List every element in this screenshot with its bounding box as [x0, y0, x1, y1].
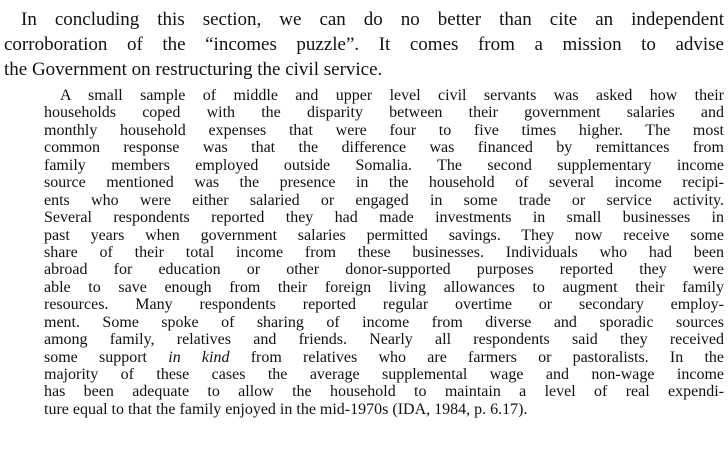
quote-line-3: monthly household expenses that were four to five times higher. The most — [44, 121, 724, 139]
quote-line-11: abroad for education or other donor-supported purposes reported they were — [44, 261, 724, 279]
intro-paragraph — [4, 7, 724, 82]
quote-line-8: Several respondents reported they had made investments in small businesses in — [44, 209, 724, 227]
quote-line-4: common response was that the difference was financed by remittances from — [44, 139, 724, 157]
quote-italic-in-kind: in kind — [168, 348, 230, 366]
intro-line-3: the Government on restructuring the civil service. — [4, 59, 383, 80]
intro-line-2: corroboration of the “incomes puzzle”. It comes from a mission to advise — [4, 34, 724, 55]
quote-line-10: share of their total income from these businesses. Individuals who had been — [44, 243, 724, 261]
quote-line-16 — [44, 349, 724, 366]
quote-line-16-start: some support — [44, 348, 169, 366]
quote-line-5: family members employed outside Somalia. The second supplementary income — [44, 156, 724, 174]
quote-line-14: ment. Some spoke of sharing of income from diverse and sporadic sources — [44, 313, 724, 331]
quote-line-18: has been adequate to allow the household to maintain a level of real expendi- — [44, 383, 724, 401]
quote-line-1: A small sample of middle and upper level civil servants was asked how their — [60, 87, 724, 104]
block-quote — [44, 87, 724, 418]
quote-line-19: ture equal to that the family enjoyed in the mid-1970s (IDA, 1984, p. 6.17). — [44, 400, 528, 418]
quote-line-7: ents who were either salaried or engaged in some trade or service activity. — [44, 191, 724, 209]
quote-line-16-end: from relatives who are farmers or pastoralists. In the — [229, 348, 725, 366]
quote-line-6: source mentioned was the presence in the household of several income recipi- — [44, 174, 724, 192]
quote-line-9: past years when government salaries permitted savings. They now receive some — [44, 226, 724, 244]
quote-line-2: households coped with the disparity between their government salaries and — [44, 104, 724, 122]
intro-line-1: In concluding this section, we can do no better than cite an independent — [21, 9, 724, 30]
quote-line-15: among family, relatives and friends. Nearly all respondents said they received — [44, 331, 724, 349]
quote-line-13: resources. Many respondents reported regular overtime or secondary employ- — [44, 296, 724, 314]
quote-line-12: able to save enough from their foreign living allowances to augment their family — [44, 278, 724, 296]
quote-line-17: majority of these cases the average supplemental wage and non-wage income — [44, 366, 724, 383]
